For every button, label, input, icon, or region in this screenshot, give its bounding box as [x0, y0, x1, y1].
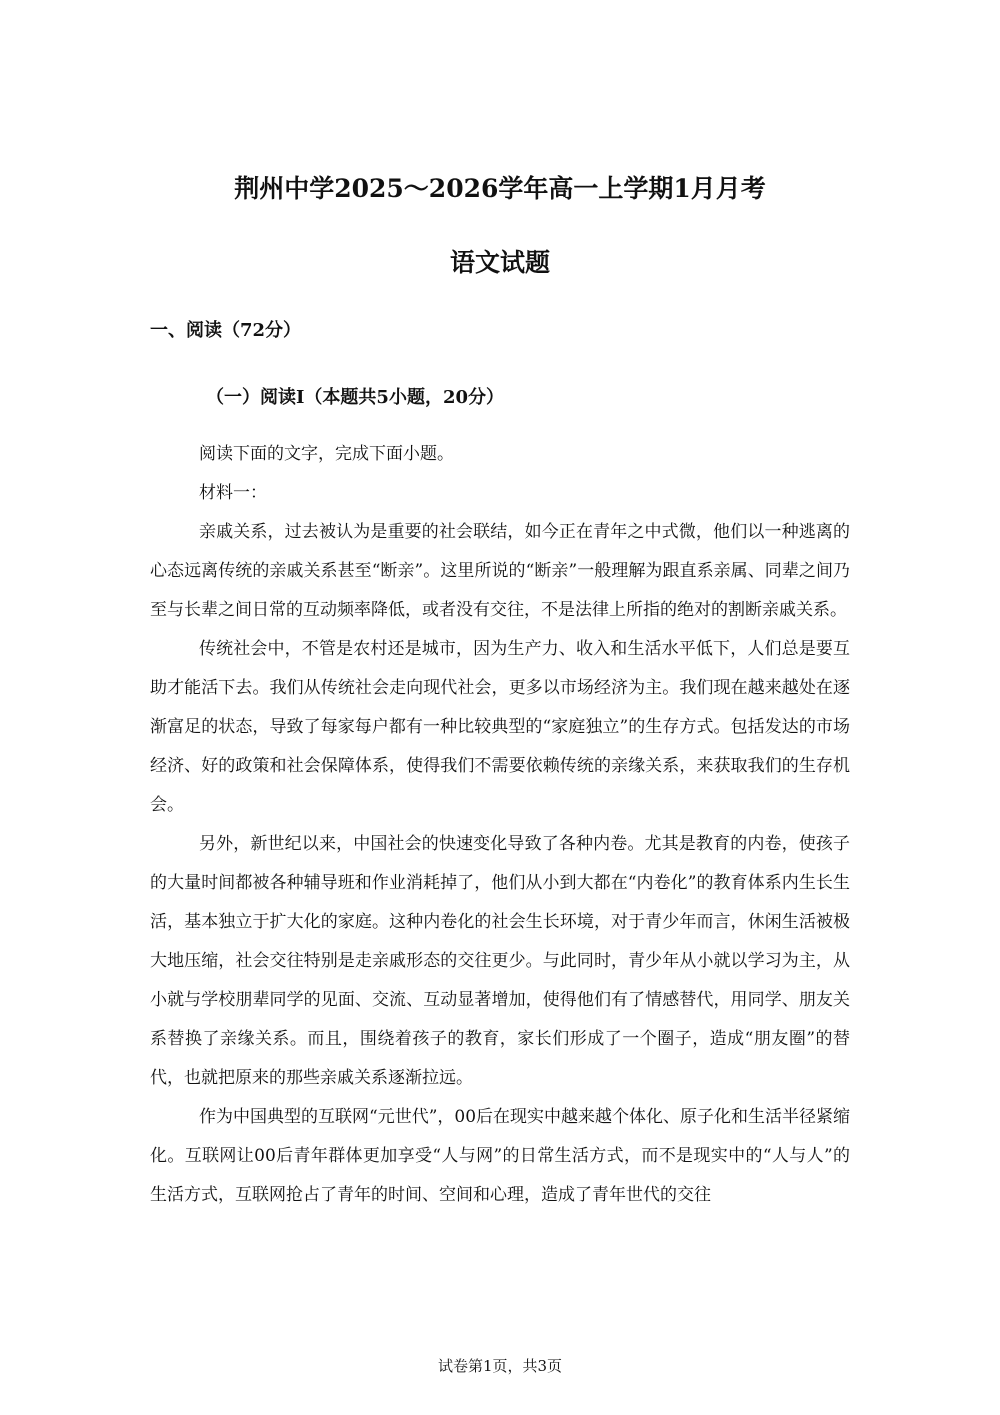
passage-paragraph: 亲戚关系，过去被认为是重要的社会联结，如今正在青年之中式微，他们以一种逃离的心态远离传统的亲戚关系甚至“断亲”。这里所说的“断亲”一般理解为跟直系亲属、同辈之间乃至与长辈之间日常的互动频率降低，或者没有交往，不是法律上所指的绝对的割断亲戚关系。: [150, 522, 850, 620]
document-subtitle: 语文试题: [449, 248, 550, 277]
subsection-heading: （一）阅读I（本题共5小题，20分）: [206, 387, 504, 408]
passage-paragraph: 传统社会中，不管是农村还是城市，因为生产力、收入和生活水平低下，人们总是要互助才能活下去。我们从传统社会走向现代社会，更多以市场经济为主。我们现在越来越处在逐渐富足的状态，导致了每家每户都有一种比较典型的“家庭独立”的生存方式。包括发达的市场经济、好的政策和社会保障体系，使得我们不需要依赖传统的亲缘关系，来获取我们的生存机会。: [150, 639, 850, 815]
document-title: 荆州中学2025～2026学年高一上学期1月月考: [234, 174, 766, 203]
passage-paragraph: 另外，新世纪以来，中国社会的快速变化导致了各种内卷。尤其是教育的内卷，使孩子的大量时间都被各种辅导班和作业消耗掉了，他们从小到大都在“内卷化”的教育体系内生长生活，基本独立于扩大化的家庭。这种内卷化的社会生长环境，对于青少年而言，休闲生活被极大地压缩，社会交往特别是走亲戚形态的交往更少。与此同时，青少年从小就以学习为主，从小就与学校朋辈同学的见面、交流、互动显著增加，使得他们有了情感替代，用同学、朋友关系替换了亲缘关系。而且，围绕着孩子的教育，家长们形成了一个圈子，造成“朋友圈”的替代，也就把原来的那些亲戚关系逐渐拉远。: [150, 834, 850, 1088]
reading-passage: [150, 435, 850, 1215]
section-heading: 一、阅读（72分）: [150, 320, 302, 341]
material-label: 材料一：: [199, 483, 267, 503]
instruction-line: 阅读下面的文字，完成下面小题。: [199, 444, 454, 464]
page-footer: 试卷第1页，共3页: [437, 1357, 563, 1375]
passage-paragraph: 作为中国典型的互联网“元世代”，00后在现实中越来越个体化、原子化和生活半径紧缩化。互联网让00后青年群体更加享受“人与网”的日常生活方式，而不是现实中的“人与人”的生活方式，互联网抢占了青年的时间、空间和心理，造成了青年世代的交往: [150, 1107, 851, 1205]
